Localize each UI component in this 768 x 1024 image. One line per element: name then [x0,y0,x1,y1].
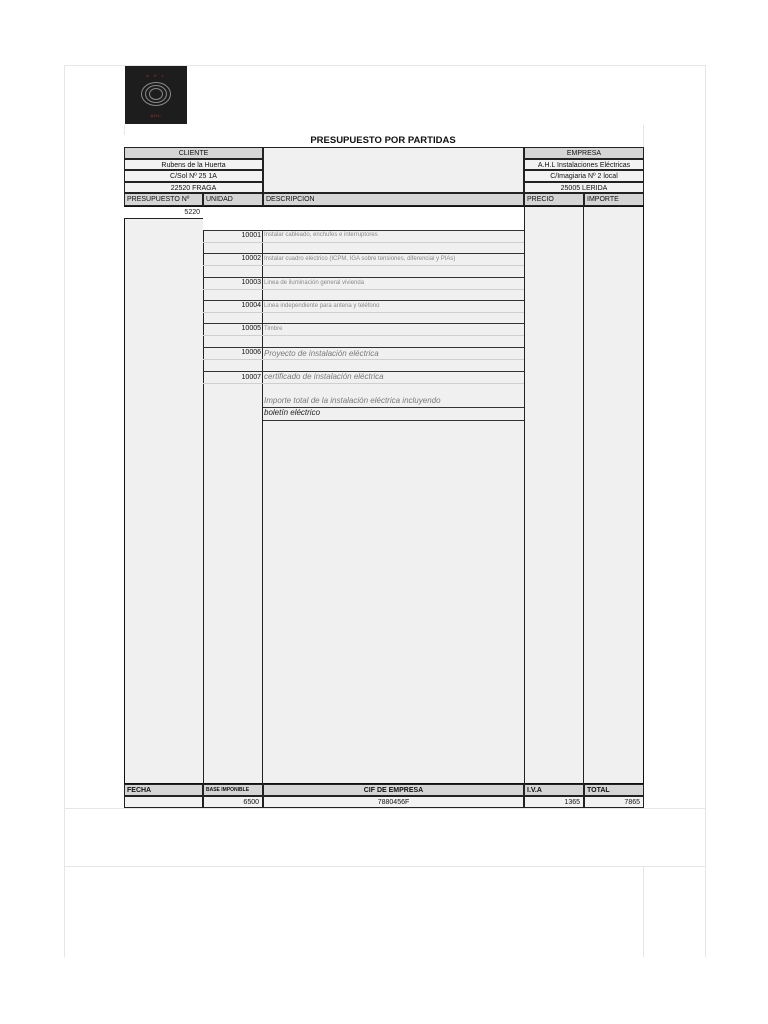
item-description: Timbre [264,326,283,332]
cliente-address: C/Sol Nº 25 1A [124,170,263,182]
footer-fecha-value [124,796,203,808]
footer-total-label: TOTAL [584,784,644,796]
presupuesto-number: 5220 [124,207,203,219]
item-description: Instalar cableado, enchufes e interruptores [264,232,378,238]
row-line [263,420,524,421]
company-logo [125,66,187,124]
item-description: Proyecto de instalación eléctrica [264,349,379,358]
item-description: Linea de iluminación general vivienda [264,280,365,286]
row-line [203,335,524,336]
column-divider [203,206,204,784]
row-line [203,289,524,290]
divider [643,867,644,957]
col-header-importe: IMPORTE [584,193,644,206]
row-line [203,230,524,231]
cliente-city: 22520 FRAGA [124,182,263,193]
cliente-name: Rubens de la Huerta [124,159,263,170]
item-code: 10002 [241,255,261,262]
row-line [203,383,524,384]
footer-base-label: BASE IMPONIBLE [203,784,263,796]
empresa-city: 25005 LERIDA [524,182,644,193]
empresa-name: A.H.L Instalaciones Eléctricas [524,159,644,170]
page-footer-area [64,808,706,867]
footer-total-value: 7865 [584,796,644,808]
row-line [203,312,524,313]
logo-tiny-text: A H L [146,73,166,78]
unidad-blank-cell [203,207,263,230]
item-code: 10004 [241,302,261,309]
footer-base-value: 6500 [203,796,263,808]
descripcion-blank-cell [263,207,524,230]
col-header-descripcion: DESCRIPCION [263,193,524,206]
row-line [203,359,524,360]
row-line [203,300,524,301]
total-note-line: boletín eléctrico [264,408,321,417]
footer-cif-label: CIF DE EMPRESA [263,784,524,796]
document-title: PRESUPUESTO POR PARTIDAS [310,135,456,146]
table-body-frame [124,206,644,784]
logo-ring [149,88,163,100]
column-divider [262,206,263,784]
col-header-unidad: UNIDAD [203,193,263,206]
row-line [203,242,524,243]
item-code: 10003 [241,279,261,286]
column-divider [524,206,525,784]
next-page-area [64,866,706,957]
logo-brand-text: A.H.L. [150,113,162,118]
item-description: Linea independiente para antena y teléfono [264,303,380,309]
footer-iva-value: 1365 [524,796,584,808]
total-note-line: Importe total de la instalación eléctrica incluyendo [264,396,441,405]
empresa-address: C/Imagiaria Nº 2 local [524,170,644,182]
column-divider [583,206,584,784]
item-code: 10006 [241,349,261,356]
row-line [203,323,524,324]
item-description: certificado de instalación eléctrica [264,372,384,381]
row-line [203,277,524,278]
item-description: Instalar cuadro eléctrico (ICPM, IGA sobre tensiones, diferencial y PIAs) [264,256,456,262]
footer-iva-label: I.V.A [524,784,584,796]
row-line [203,347,524,348]
item-code: 10007 [241,374,261,381]
row-line [203,265,524,266]
divider [124,125,125,135]
cliente-header: CLIENTE [124,147,263,159]
empresa-header: EMPRESA [524,147,644,159]
item-code: 10001 [241,232,261,239]
row-line [203,253,524,254]
header-center-blank [263,147,524,193]
footer-cif-value: 7880456F [263,796,524,808]
col-header-precio: PRECIO [524,193,584,206]
col-header-presupuesto: PRESUPUESTO Nº [124,193,203,206]
item-code: 10005 [241,325,261,332]
footer-fecha-label: FECHA [124,784,203,796]
